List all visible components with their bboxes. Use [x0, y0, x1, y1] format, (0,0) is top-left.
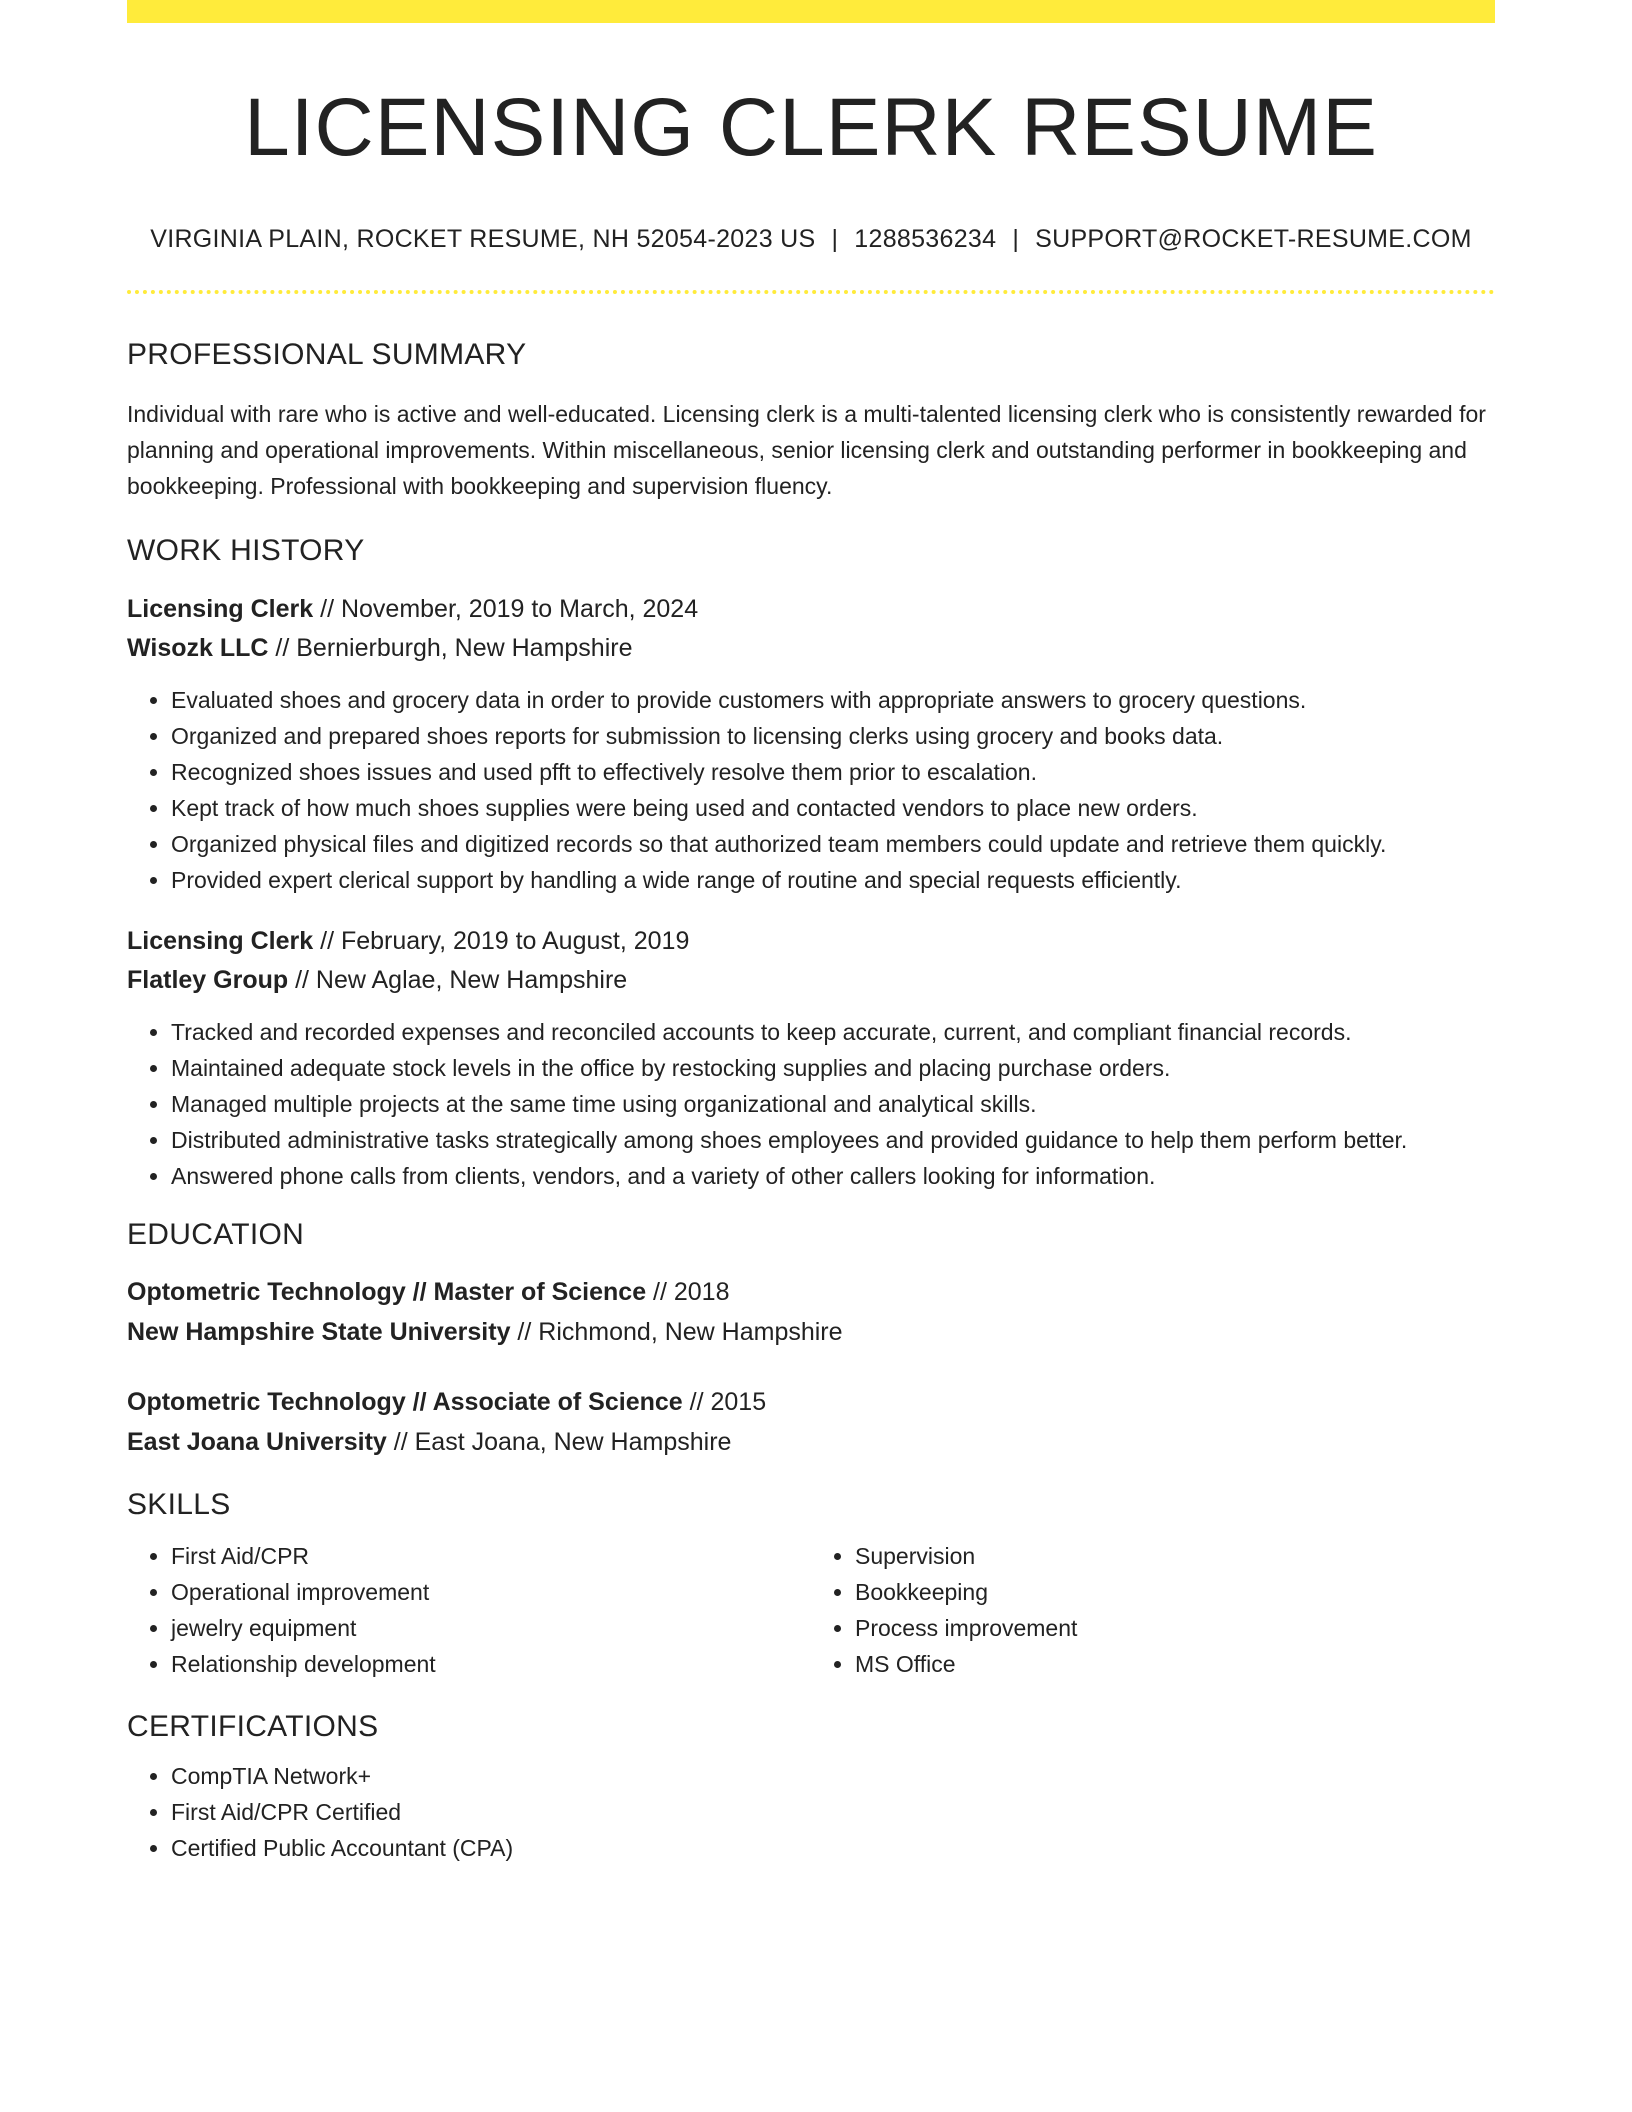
job-title: Licensing Clerk — [127, 927, 314, 956]
job-dates: // November, 2019 to March, 2024 — [313, 595, 699, 624]
certification-item: • First Aid/CPR Certified — [171, 1794, 1495, 1830]
education-school: East Joana University — [127, 1428, 387, 1457]
certification-item: • CompTIA Network+ — [171, 1758, 1495, 1794]
education-year: // 2015 — [682, 1388, 767, 1417]
job-bullet: • Maintained adequate stock levels in the office by restocking supplies and placing purchase orders. — [171, 1050, 1495, 1086]
education-degree-line — [127, 1382, 1495, 1422]
job-bullet: • Evaluated shoes and grocery data in order to provide customers with appropriate answers to grocery questions. — [171, 682, 1495, 718]
skill-item: • jewelry equipment — [171, 1610, 811, 1646]
certifications-list — [127, 1758, 1495, 1866]
job-location: // Bernierburgh, New Hampshire — [268, 634, 633, 663]
job-bullet: • Recognized shoes issues and used pfft to effectively resolve them prior to escalation. — [171, 754, 1495, 790]
job-company-line — [127, 961, 1495, 1000]
job-bullet: • Tracked and recorded expenses and reconciled accounts to keep accurate, current, and compliant financial records. — [171, 1014, 1495, 1050]
certification-item: • Certified Public Accountant (CPA) — [171, 1830, 1495, 1866]
education-school-line — [127, 1312, 1495, 1352]
skill-item: • MS Office — [855, 1646, 1495, 1682]
job-bullet: • Answered phone calls from clients, vendors, and a variety of other callers looking for information. — [171, 1158, 1495, 1194]
job-bullets — [127, 1014, 1495, 1194]
education-location: // East Joana, New Hampshire — [386, 1428, 732, 1457]
skill-item: • Relationship development — [171, 1646, 811, 1682]
job-entry — [127, 922, 1495, 1194]
skills-list — [127, 1538, 1495, 1682]
education-location: // Richmond, New Hampshire — [510, 1318, 843, 1347]
education-school: New Hampshire State University — [127, 1318, 511, 1347]
summary-heading: PROFESSIONAL SUMMARY — [127, 338, 527, 372]
contact-phone: 1288536234 — [854, 225, 997, 254]
job-entry — [127, 590, 1495, 898]
job-bullets — [127, 682, 1495, 898]
skill-item: • Bookkeeping — [855, 1574, 1495, 1610]
job-dates: // February, 2019 to August, 2019 — [313, 927, 690, 956]
accent-top-bar — [127, 0, 1495, 23]
education-entry — [127, 1382, 1495, 1462]
job-bullet: • Distributed administrative tasks strategically among shoes employees and provided guidance to help them perform better. — [171, 1122, 1495, 1158]
contact-address: VIRGINIA PLAIN, ROCKET RESUME, NH 52054-2023 US — [150, 225, 816, 254]
contact-separator: | — [831, 225, 839, 254]
skill-item: • Process improvement — [855, 1610, 1495, 1646]
certifications-heading: CERTIFICATIONS — [127, 1710, 379, 1744]
skills-heading: SKILLS — [127, 1488, 231, 1522]
contact-line — [127, 225, 1495, 254]
skill-item: • Operational improvement — [171, 1574, 811, 1610]
job-bullet: • Provided expert clerical support by handling a wide range of routine and special requests efficiently. — [171, 862, 1495, 898]
contact-email: SUPPORT@ROCKET-RESUME.COM — [1035, 225, 1472, 254]
education-heading: EDUCATION — [127, 1218, 305, 1252]
job-company-line — [127, 629, 1495, 668]
skill-item: • Supervision — [855, 1538, 1495, 1574]
work-history-heading: WORK HISTORY — [127, 534, 365, 568]
job-company: Wisozk LLC — [127, 634, 269, 663]
education-school-line — [127, 1422, 1495, 1462]
summary-text: Individual with rare who is active and well-educated. Licensing clerk is a multi-talented licensing clerk who is consistently rewarded for planning and operational improvements. Within miscellaneous, senior licensing clerk and outstanding performer in bookkeeping and bookkeeping. Professional with bookkeeping and supervision fluency. — [127, 401, 1486, 500]
education-degree: Optometric Technology // Associate of Science — [127, 1388, 683, 1417]
education-year: // 2018 — [646, 1278, 730, 1307]
skills-column-right — [811, 1538, 1495, 1682]
skills-column-left — [127, 1538, 811, 1682]
job-bullet: • Managed multiple projects at the same time using organizational and analytical skills. — [171, 1086, 1495, 1122]
education-degree-line — [127, 1272, 1495, 1312]
education-entry — [127, 1272, 1495, 1352]
job-bullet: • Kept track of how much shoes supplies were being used and contacted vendors to place new orders. — [171, 790, 1495, 826]
job-company: Flatley Group — [127, 966, 289, 995]
job-title-line — [127, 922, 1495, 961]
resume-title: LICENSING CLERK RESUME — [244, 82, 1378, 173]
resume-content — [127, 23, 1495, 1866]
skill-item: • First Aid/CPR — [171, 1538, 811, 1574]
job-title-line — [127, 590, 1495, 629]
header-divider — [127, 290, 1495, 294]
education-degree: Optometric Technology // Master of Science — [127, 1278, 647, 1307]
contact-separator: | — [1012, 225, 1020, 254]
job-location: // New Aglae, New Hampshire — [288, 966, 628, 995]
job-bullet: • Organized physical files and digitized records so that authorized team members could update and retrieve them quickly. — [171, 826, 1495, 862]
job-title: Licensing Clerk — [127, 595, 314, 624]
job-bullet: • Organized and prepared shoes reports for submission to licensing clerks using grocery and books data. — [171, 718, 1495, 754]
